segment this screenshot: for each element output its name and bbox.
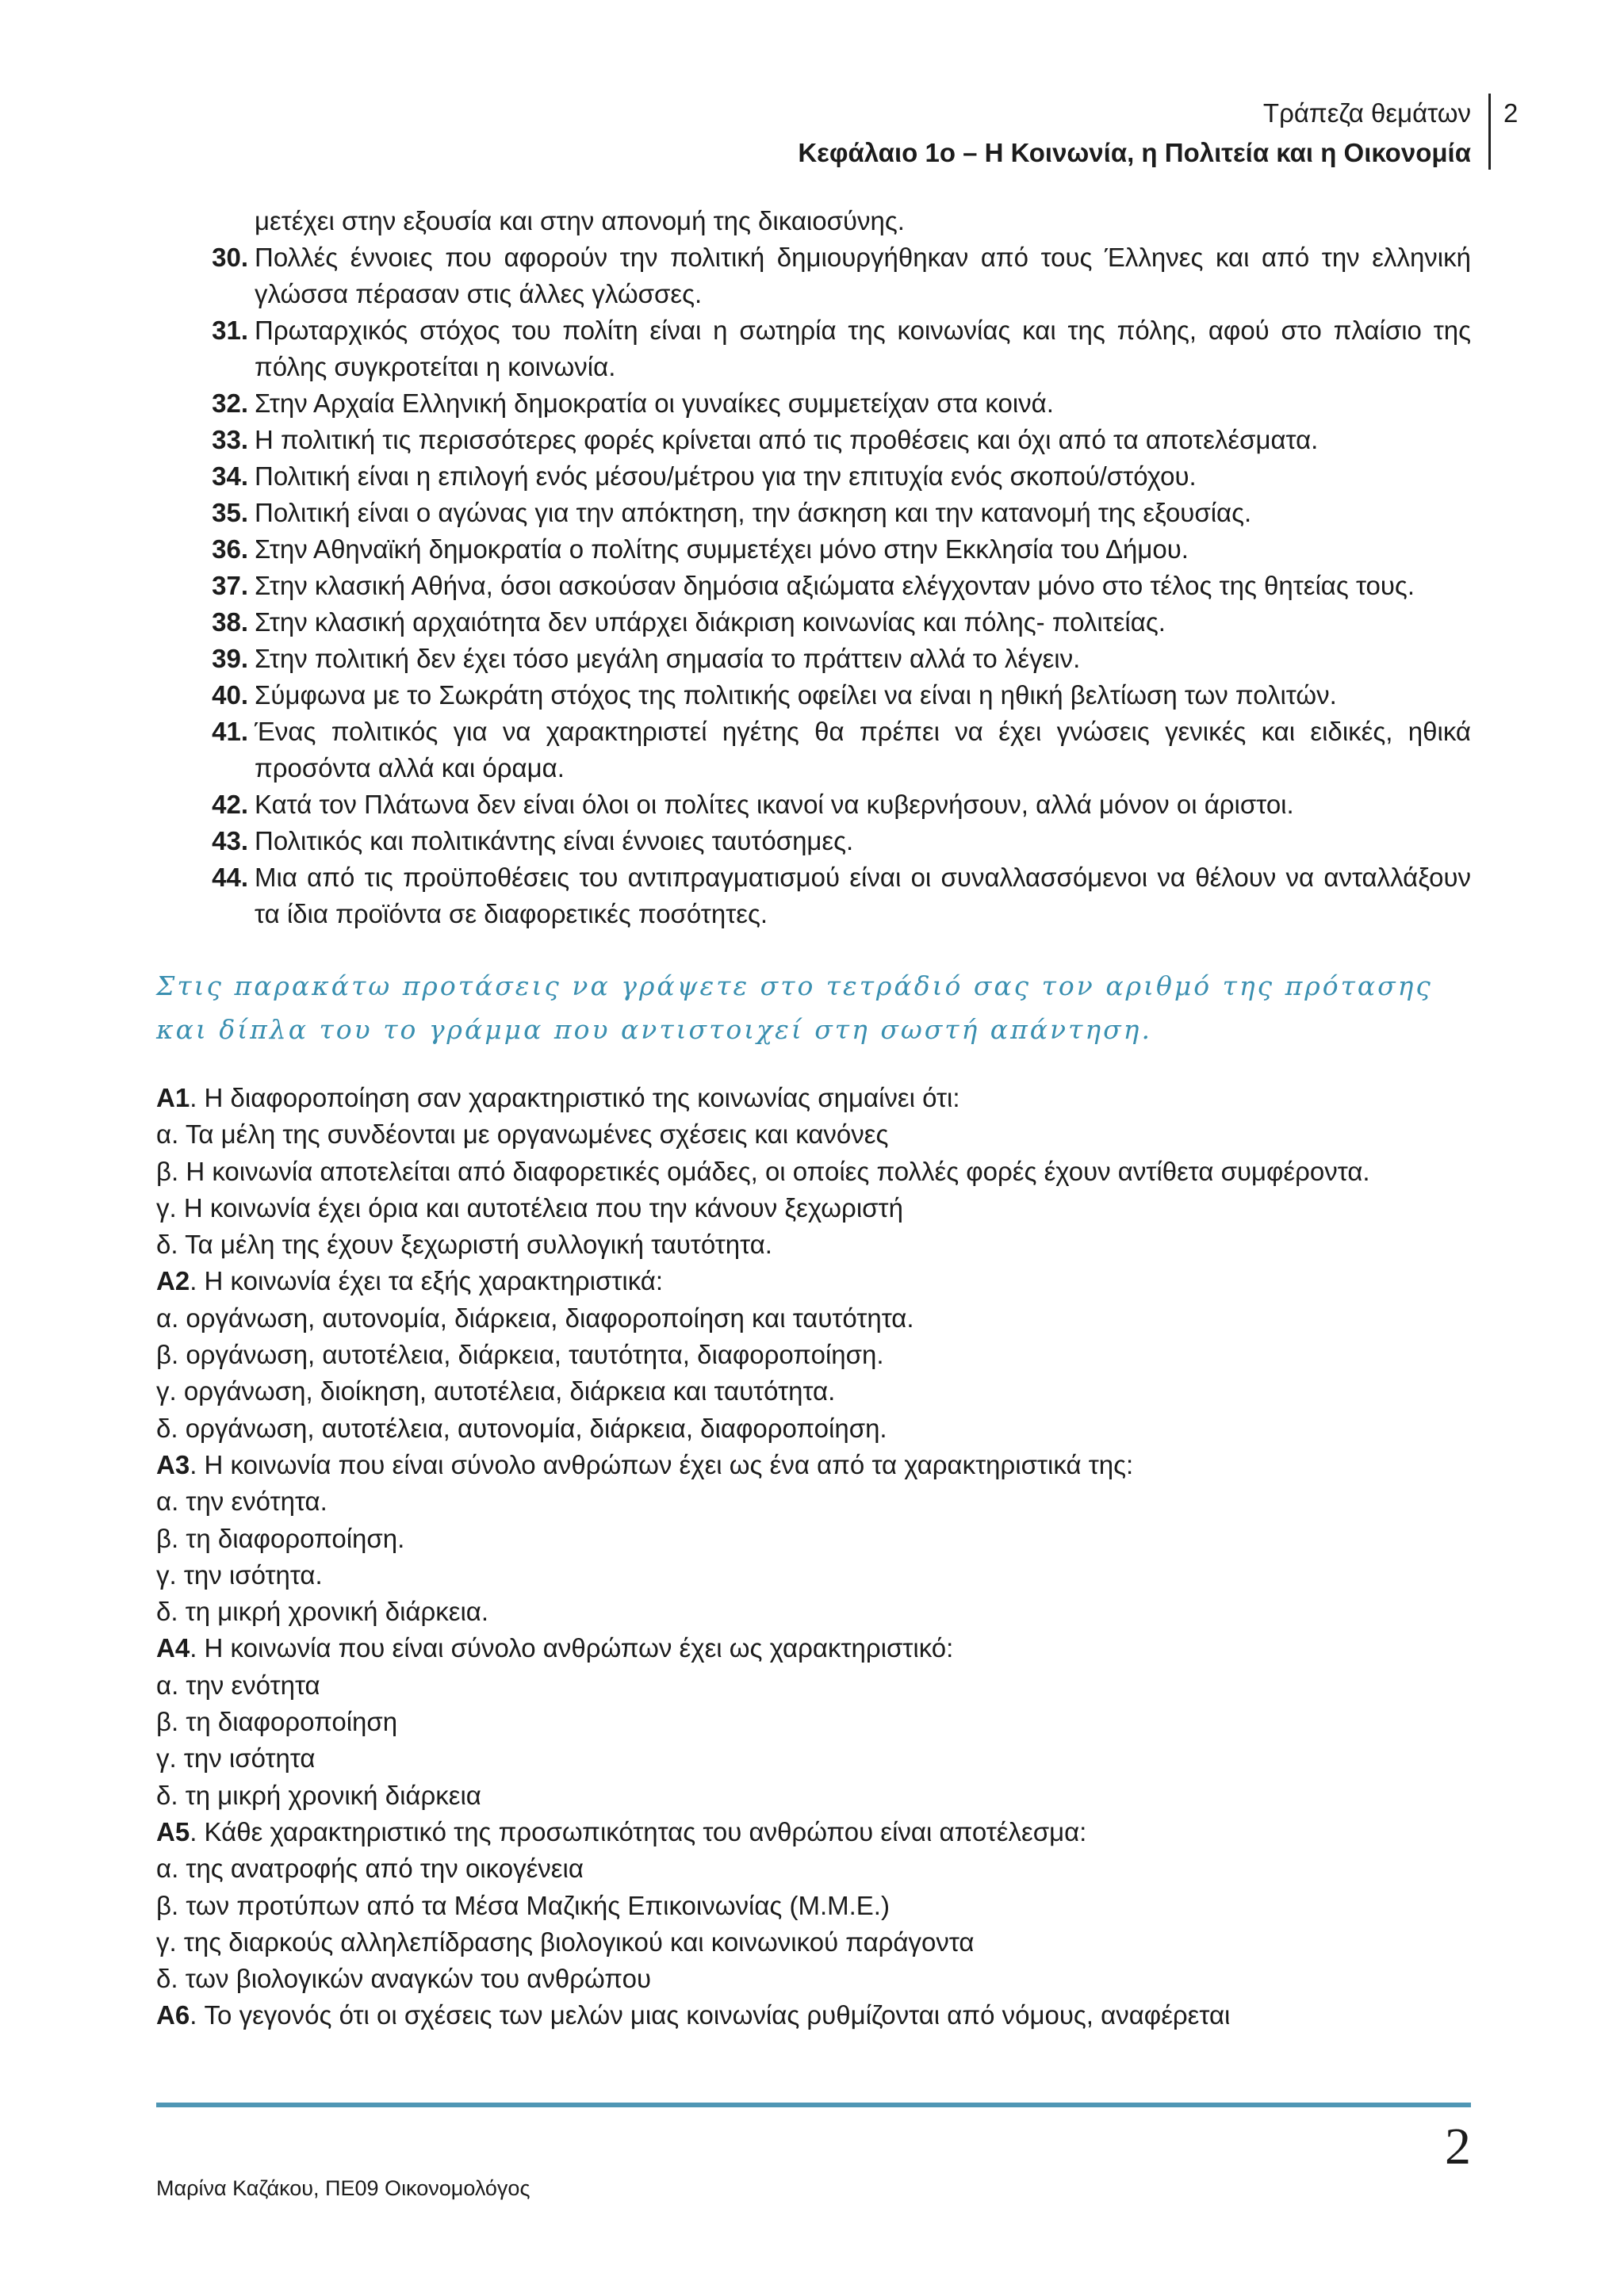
statement-number: 33. bbox=[212, 425, 248, 454]
question-id: A5 bbox=[156, 1816, 190, 1846]
question-text: . Το γεγονός ότι οι σχέσεις των μελών μιας κοινωνίας ρυθμίζονται από νόμους, αναφέρεται bbox=[190, 2000, 1231, 2030]
statement-text: Σύμφωνα με το Σωκράτη στόχος της πολιτικής οφείλει να είναι η ηθική βελτίωση των πολιτών. bbox=[255, 680, 1337, 710]
statement-number: 34. bbox=[212, 461, 248, 491]
statement-item bbox=[156, 458, 1471, 495]
statement-item bbox=[156, 604, 1471, 641]
statement-number: 38. bbox=[212, 607, 248, 637]
statement-text: Η πολιτική τις περισσότερες φορές κρίνεται από τις προθέσεις και όχι από τα αποτελέσματα. bbox=[255, 425, 1319, 454]
answer-option: β. οργάνωση, αυτοτέλεια, διάρκεια, ταυτότητα, διαφοροποίηση. bbox=[156, 1340, 884, 1370]
statement-item bbox=[156, 823, 1471, 859]
statement-item bbox=[156, 239, 1471, 312]
question-text: . Κάθε χαρακτηριστικό της προσωπικότητας του ανθρώπου είναι αποτέλεσμα: bbox=[190, 1816, 1087, 1846]
statement-number: 44. bbox=[212, 863, 248, 892]
question-id: A2 bbox=[156, 1266, 190, 1296]
statement-number: 31. bbox=[212, 316, 248, 345]
question-stem bbox=[156, 1263, 1471, 1299]
statement-text: Στην κλασική αρχαιότητα δεν υπάρχει διάκριση κοινωνίας και πόλης- πολιτείας. bbox=[255, 607, 1166, 637]
statement-number: 37. bbox=[212, 571, 248, 600]
statement-item bbox=[156, 568, 1471, 604]
question-stem bbox=[156, 1814, 1471, 1850]
statement-item bbox=[156, 786, 1471, 823]
statement-text: Πολιτική είναι ο αγώνας για την απόκτηση, την άσκηση και την κατανομή της εξουσίας. bbox=[255, 498, 1252, 527]
statement-item bbox=[156, 641, 1471, 677]
statement-text: Στην Αρχαία Ελληνική δημοκρατία οι γυναίκες συμμετείχαν στα κοινά. bbox=[255, 388, 1054, 418]
answer-option: γ. της διαρκούς αλληλεπίδρασης βιολογικού και κοινωνικού παράγοντα bbox=[156, 1927, 975, 1957]
answer-option: β. Η κοινωνία αποτελείται από διαφορετικές ομάδες, οι οποίες πολλές φορές έχουν αντίθετα συμφέροντα. bbox=[156, 1156, 1370, 1186]
statement-item bbox=[156, 312, 1471, 385]
question-id: A4 bbox=[156, 1633, 190, 1663]
statement-text: Πολιτική είναι η επιλογή ενός μέσου/μέτρου για την επιτυχία ενός σκοπού/στόχου. bbox=[255, 461, 1197, 491]
answer-option: α. Τα μέλη της συνδέονται με οργανωμένες σχέσεις και κανόνες bbox=[156, 1119, 889, 1150]
question-id: A6 bbox=[156, 2000, 190, 2030]
question-stem bbox=[156, 1630, 1471, 1667]
question-stem bbox=[156, 1447, 1471, 1483]
statement-number: 35. bbox=[212, 498, 248, 527]
statement-text: Στην Αθηναϊκή δημοκρατία ο πολίτης συμμετέχει μόνο στην Εκκλησία του Δήμου. bbox=[255, 534, 1189, 564]
statement-number: 40. bbox=[212, 680, 248, 710]
statement-item bbox=[156, 531, 1471, 568]
answer-option: β. τη διαφοροποίηση bbox=[156, 1707, 398, 1737]
header-separator bbox=[1488, 94, 1491, 170]
question-text: . Η κοινωνία έχει τα εξής χαρακτηριστικά: bbox=[190, 1266, 664, 1296]
answer-option: δ. Τα μέλη της έχουν ξεχωριστή συλλογική ταυτότητα. bbox=[156, 1230, 772, 1260]
statement-text: Πρωταρχικός στόχος του πολίτη είναι η σωτηρία της κοινωνίας και της πόλης, αφού στο πλαίσιο της πόλης συγκροτείται η κοινωνία. bbox=[255, 316, 1471, 381]
footer-author: Μαρίνα Καζάκου, ΠΕ09 Οικονομολόγος bbox=[156, 2176, 530, 2200]
statement-number: 43. bbox=[212, 826, 248, 855]
header-title: Τράπεζα θεμάτων bbox=[1262, 98, 1471, 128]
answer-option: γ. οργάνωση, διοίκηση, αυτοτέλεια, διάρκεια και ταυτότητα. bbox=[156, 1376, 836, 1406]
answer-option: δ. των βιολογικών αναγκών του ανθρώπου bbox=[156, 1964, 651, 1994]
answer-option: γ. την ισότητα. bbox=[156, 1559, 323, 1590]
statement-number: 36. bbox=[212, 534, 248, 564]
statement-text: Κατά τον Πλάτωνα δεν είναι όλοι οι πολίτες ικανοί να κυβερνήσουν, αλλά μόνον οι άριστοι. bbox=[255, 790, 1294, 819]
statement-text: Μια από τις προϋποθέσεις του αντιπραγματισμού είναι οι συναλλασσόμενοι να θέλουν να ανταλλάξουν τα ίδια προϊόντα σε διαφορετικές ποσότητες. bbox=[255, 863, 1471, 928]
statement-item bbox=[156, 677, 1471, 714]
statement-item bbox=[156, 859, 1471, 932]
question-list bbox=[156, 1080, 1471, 2034]
statement-text: Στην κλασική Αθήνα, όσοι ασκούσαν δημόσια αξιώματα ελέγχονταν μόνο στο τέλος της θητείας τους. bbox=[255, 571, 1415, 600]
page-content bbox=[156, 203, 1471, 2034]
statement-item bbox=[156, 495, 1471, 531]
answer-option: β. τη διαφοροποίηση. bbox=[156, 1523, 405, 1553]
statement-number: 39. bbox=[212, 644, 248, 673]
answer-option: α. την ενότητα. bbox=[156, 1487, 327, 1517]
statement-number: 32. bbox=[212, 388, 248, 418]
header-page-number: 2 bbox=[1503, 98, 1519, 128]
question-stem bbox=[156, 1080, 1471, 1116]
question-stem bbox=[156, 1997, 1471, 2034]
statement-item bbox=[156, 385, 1471, 422]
statement-list bbox=[156, 239, 1471, 932]
statement-text: Πολλές έννοιες που αφορούν την πολιτική δημιουργήθηκαν από τους Έλληνες και από την ελληνική γλώσσα πέρασαν στις άλλες γλώσσες. bbox=[255, 243, 1471, 308]
answer-option: β. των προτύπων από τα Μέσα Μαζικής Επικοινωνίας (Μ.Μ.Ε.) bbox=[156, 1890, 890, 1920]
question-id: A3 bbox=[156, 1449, 190, 1479]
continuation-line: μετέχει στην εξουσία και στην απονομή της δικαιοσύνης. bbox=[255, 206, 905, 235]
answer-option: δ. τη μικρή χρονική διάρκεια bbox=[156, 1780, 481, 1810]
statement-item bbox=[156, 422, 1471, 458]
header-chapter: Κεφάλαιο 1ο – Η Κοινωνία, η Πολιτεία και η Οικονομία bbox=[798, 138, 1471, 167]
statement-text: Πολιτικός και πολιτικάντης είναι έννοιες ταυτόσημες. bbox=[255, 826, 854, 855]
footer-page-number: 2 bbox=[1445, 2118, 1471, 2175]
answer-option: γ. την ισότητα bbox=[156, 1743, 316, 1774]
answer-option: δ. οργάνωση, αυτοτέλεια, αυτονομία, διάρκεια, διαφοροποίηση. bbox=[156, 1413, 887, 1443]
question-text: . Η κοινωνία που είναι σύνολο ανθρώπων έχει ως χαρακτηριστικό: bbox=[190, 1633, 954, 1663]
question-text: . Η διαφοροποίηση σαν χαρακτηριστικό της κοινωνίας σημαίνει ότι: bbox=[190, 1083, 960, 1112]
question-text: . Η κοινωνία που είναι σύνολο ανθρώπων έχει ως ένα από τα χαρακτηριστικά της: bbox=[190, 1449, 1134, 1479]
instruction-text: Στις παρακάτω προτάσεις να γράψετε στο τετράδιό σας τον αριθμό της πρότασης και δίπλα του το γράμμα που αντιστοιχεί στη σωστή απάντηση. bbox=[156, 970, 1433, 1045]
statement-item bbox=[156, 714, 1471, 786]
statement-number: 41. bbox=[212, 717, 248, 746]
page-header bbox=[798, 94, 1471, 173]
answer-option: α. την ενότητα bbox=[156, 1670, 320, 1700]
statement-text: Στην πολιτική δεν έχει τόσο μεγάλη σημασία το πράττειν αλλά το λέγειν. bbox=[255, 644, 1081, 673]
statement-number: 42. bbox=[212, 790, 248, 819]
footer-divider bbox=[156, 2103, 1471, 2107]
answer-option: δ. τη μικρή χρονική διάρκεια. bbox=[156, 1597, 489, 1627]
answer-option: α. της ανατροφής από την οικογένεια bbox=[156, 1854, 584, 1884]
statement-text: Ένας πολιτικός για να χαρακτηριστεί ηγέτης θα πρέπει να έχει γνώσεις γενικές και ειδικές, ηθικά προσόντα αλλά και όραμα. bbox=[255, 717, 1471, 783]
statement-number: 30. bbox=[212, 243, 248, 272]
answer-option: α. οργάνωση, αυτονομία, διάρκεια, διαφοροποίηση και ταυτότητα. bbox=[156, 1303, 914, 1333]
question-id: A1 bbox=[156, 1083, 190, 1112]
answer-option: γ. Η κοινωνία έχει όρια και αυτοτέλεια που την κάνουν ξεχωριστή bbox=[156, 1192, 903, 1223]
